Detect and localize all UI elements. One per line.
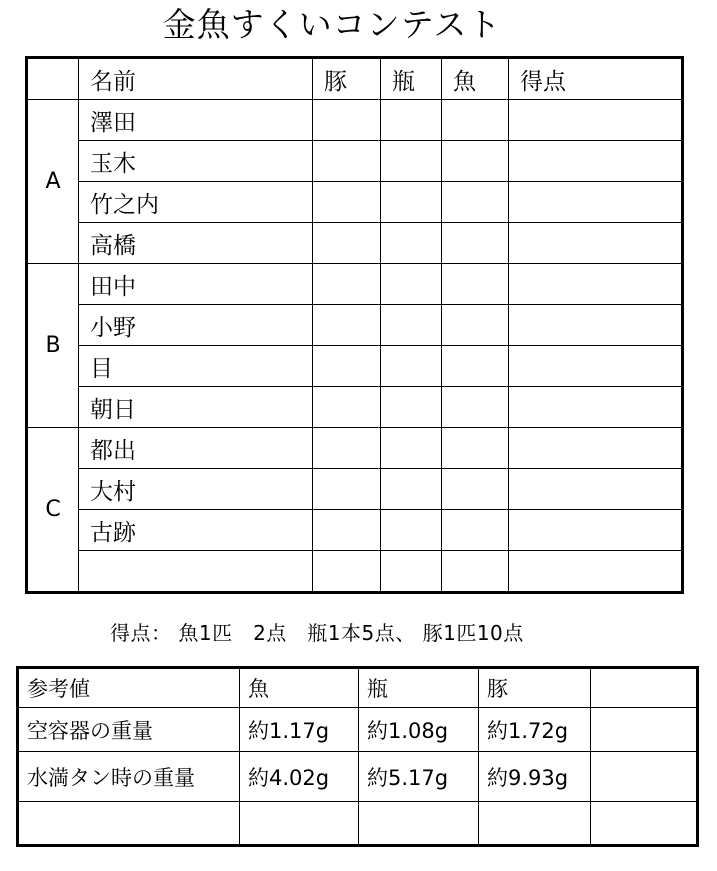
- participant-name[interactable]: [79, 551, 313, 593]
- row-label: [18, 802, 240, 846]
- pig-cell[interactable]: [313, 346, 381, 387]
- table-row: [27, 141, 683, 182]
- bottle-cell[interactable]: [381, 264, 442, 305]
- fish-value: 約1.17g: [240, 708, 359, 752]
- row-label: 水満タン時の重量: [18, 752, 240, 802]
- pig-header: 豚: [479, 668, 591, 708]
- row-label: 空容器の重量: [18, 708, 240, 752]
- fish-cell[interactable]: [442, 182, 509, 223]
- bottle-cell[interactable]: [381, 182, 442, 223]
- bottle-value: 約1.08g: [359, 708, 479, 752]
- table-row: [27, 223, 683, 264]
- table-row: [27, 428, 683, 469]
- bottle-header: 瓶: [359, 668, 479, 708]
- participant-name: 朝日: [79, 387, 313, 428]
- pig-cell[interactable]: [313, 387, 381, 428]
- group-label-c: C: [27, 428, 79, 593]
- bottle-cell[interactable]: [381, 469, 442, 510]
- table-row: [27, 305, 683, 346]
- table-row: [27, 264, 683, 305]
- score-header-row: [27, 58, 683, 100]
- fish-cell[interactable]: [442, 305, 509, 346]
- bottle-cell[interactable]: [381, 428, 442, 469]
- fish-value: 約4.02g: [240, 752, 359, 802]
- scoring-note: 得点： 魚1匹 2点 瓶1本5点、 豚1匹10点: [110, 621, 524, 645]
- table-row: [27, 387, 683, 428]
- pig-cell[interactable]: [313, 551, 381, 593]
- table-row: [27, 182, 683, 223]
- score-cell[interactable]: [509, 469, 683, 510]
- table-row: [18, 708, 698, 752]
- pig-value: 約9.93g: [479, 752, 591, 802]
- group-header-cell: [27, 58, 79, 100]
- bottle-value: 約5.17g: [359, 752, 479, 802]
- score-cell[interactable]: [509, 510, 683, 551]
- pig-cell[interactable]: [313, 223, 381, 264]
- participant-name: 田中: [79, 264, 313, 305]
- fish-cell[interactable]: [442, 469, 509, 510]
- fish-header: 魚: [442, 58, 509, 100]
- page-title: 金魚すくいコンテスト: [162, 5, 502, 44]
- fish-header: 魚: [240, 668, 359, 708]
- extra-value: [591, 752, 698, 802]
- score-cell[interactable]: [509, 182, 683, 223]
- bottle-cell[interactable]: [381, 346, 442, 387]
- table-row: [27, 346, 683, 387]
- score-cell[interactable]: [509, 141, 683, 182]
- table-row: [27, 510, 683, 551]
- bottle-header: 瓶: [381, 58, 442, 100]
- bottle-cell[interactable]: [381, 510, 442, 551]
- participant-name: 小野: [79, 305, 313, 346]
- extra-value: [591, 708, 698, 752]
- score-cell[interactable]: [509, 551, 683, 593]
- pig-value: 約1.72g: [479, 708, 591, 752]
- score-cell[interactable]: [509, 100, 683, 141]
- fish-cell[interactable]: [442, 428, 509, 469]
- group-label-b: B: [27, 264, 79, 428]
- participant-name: 都出: [79, 428, 313, 469]
- participant-name: 大村: [79, 469, 313, 510]
- reference-label-header: 参考値: [18, 668, 240, 708]
- fish-cell[interactable]: [442, 346, 509, 387]
- pig-cell[interactable]: [313, 182, 381, 223]
- participant-name: 目: [79, 346, 313, 387]
- pig-cell[interactable]: [313, 510, 381, 551]
- fish-cell[interactable]: [442, 510, 509, 551]
- fish-cell[interactable]: [442, 264, 509, 305]
- participant-name: 竹之内: [79, 182, 313, 223]
- reference-table: [16, 666, 699, 847]
- table-row: [27, 469, 683, 510]
- name-header: 名前: [79, 58, 313, 100]
- score-cell[interactable]: [509, 264, 683, 305]
- score-table: [25, 56, 684, 594]
- extra-header: [591, 668, 698, 708]
- fish-cell[interactable]: [442, 551, 509, 593]
- table-row: [18, 802, 698, 846]
- bottle-cell[interactable]: [381, 387, 442, 428]
- pig-cell[interactable]: [313, 469, 381, 510]
- bottle-value: [359, 802, 479, 846]
- fish-cell[interactable]: [442, 223, 509, 264]
- pig-cell[interactable]: [313, 264, 381, 305]
- fish-cell[interactable]: [442, 141, 509, 182]
- pig-cell[interactable]: [313, 100, 381, 141]
- reference-header-row: [18, 668, 698, 708]
- pig-header: 豚: [313, 58, 381, 100]
- score-cell[interactable]: [509, 223, 683, 264]
- score-cell[interactable]: [509, 428, 683, 469]
- fish-value: [240, 802, 359, 846]
- table-row: [27, 100, 683, 141]
- fish-cell[interactable]: [442, 387, 509, 428]
- table-row: [18, 752, 698, 802]
- bottle-cell[interactable]: [381, 551, 442, 593]
- score-cell[interactable]: [509, 305, 683, 346]
- group-label-a: A: [27, 100, 79, 264]
- pig-cell[interactable]: [313, 305, 381, 346]
- bottle-cell[interactable]: [381, 141, 442, 182]
- score-cell[interactable]: [509, 346, 683, 387]
- extra-value: [591, 802, 698, 846]
- participant-name: 玉木: [79, 141, 313, 182]
- participant-name: 澤田: [79, 100, 313, 141]
- bottle-cell[interactable]: [381, 223, 442, 264]
- pig-cell[interactable]: [313, 428, 381, 469]
- bottle-cell[interactable]: [381, 100, 442, 141]
- pig-value: [479, 802, 591, 846]
- participant-name: 高橋: [79, 223, 313, 264]
- pig-cell[interactable]: [313, 141, 381, 182]
- table-row: [27, 551, 683, 593]
- participant-name: 古跡: [79, 510, 313, 551]
- fish-cell[interactable]: [442, 100, 509, 141]
- score-header: 得点: [509, 58, 683, 100]
- bottle-cell[interactable]: [381, 305, 442, 346]
- score-cell[interactable]: [509, 387, 683, 428]
